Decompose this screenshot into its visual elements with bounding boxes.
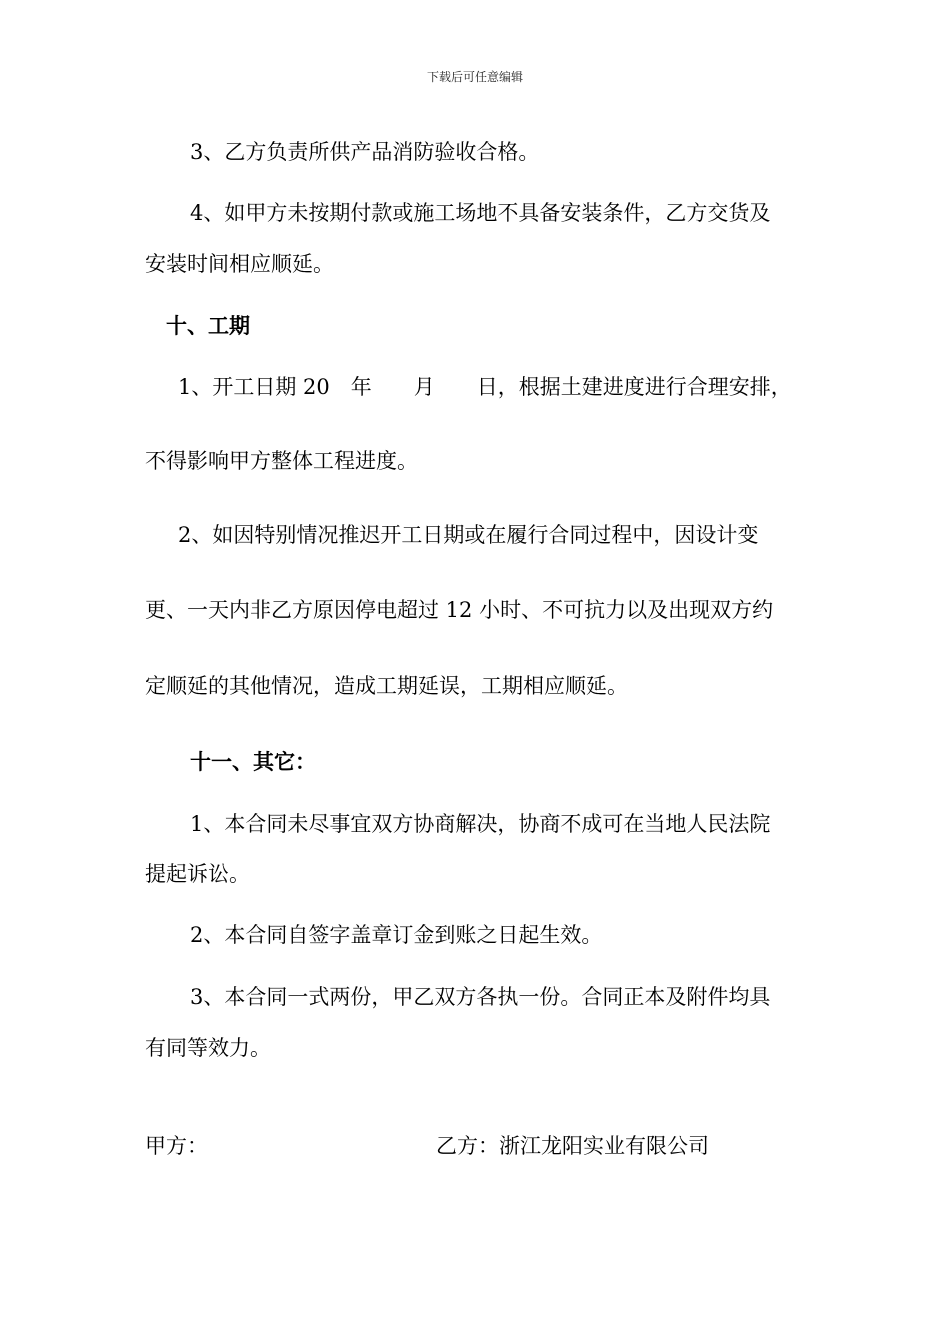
section10-item2-line2: 更、一天内非乙方原因停电超过 12 小时、不可抗力以及出现双方约 bbox=[145, 598, 774, 622]
section10-title: 十、工期 bbox=[166, 313, 250, 338]
section9-item4-line2: 安装时间相应顺延。 bbox=[145, 252, 334, 276]
section11-item3-line2: 有同等效力。 bbox=[145, 1036, 271, 1060]
section11-item3-line1: 3、本合同一式两份，甲乙双方各执一份。合同正本及附件均具 bbox=[190, 985, 771, 1009]
party-b-signature: 乙方：浙江龙阳实业有限公司 bbox=[436, 1134, 709, 1158]
page-header: 下载后可任意编辑 bbox=[426, 70, 523, 84]
section11-item2: 2、本合同自签字盖章订金到账之日起生效。 bbox=[190, 923, 603, 947]
section10-item2-line1: 2、如因特别情况推迟开工日期或在履行合同过程中，因设计变 bbox=[178, 523, 759, 547]
party-a-signature: 甲方： bbox=[145, 1134, 208, 1158]
section10-item2-line3: 定顺延的其他情况，造成工期延误，工期相应顺延。 bbox=[145, 674, 628, 698]
section9-item3: 3、乙方负责所供产品消防验收合格。 bbox=[190, 140, 540, 164]
section9-item4-line1: 4、如甲方未按期付款或施工场地不具备安装条件，乙方交货及 bbox=[190, 201, 771, 225]
section11-title: 十一、其它： bbox=[190, 749, 316, 774]
section11-item1-line2: 提起诉讼。 bbox=[145, 862, 250, 886]
section10-item1-line1: 1、开工日期 20 年 月 日，根据土建进度进行合理安排， bbox=[178, 375, 792, 399]
section10-item1-line2: 不得影响甲方整体工程进度。 bbox=[145, 449, 418, 473]
section11-item1-line1: 1、本合同未尽事宜双方协商解决，协商不成可在当地人民法院 bbox=[190, 812, 771, 836]
